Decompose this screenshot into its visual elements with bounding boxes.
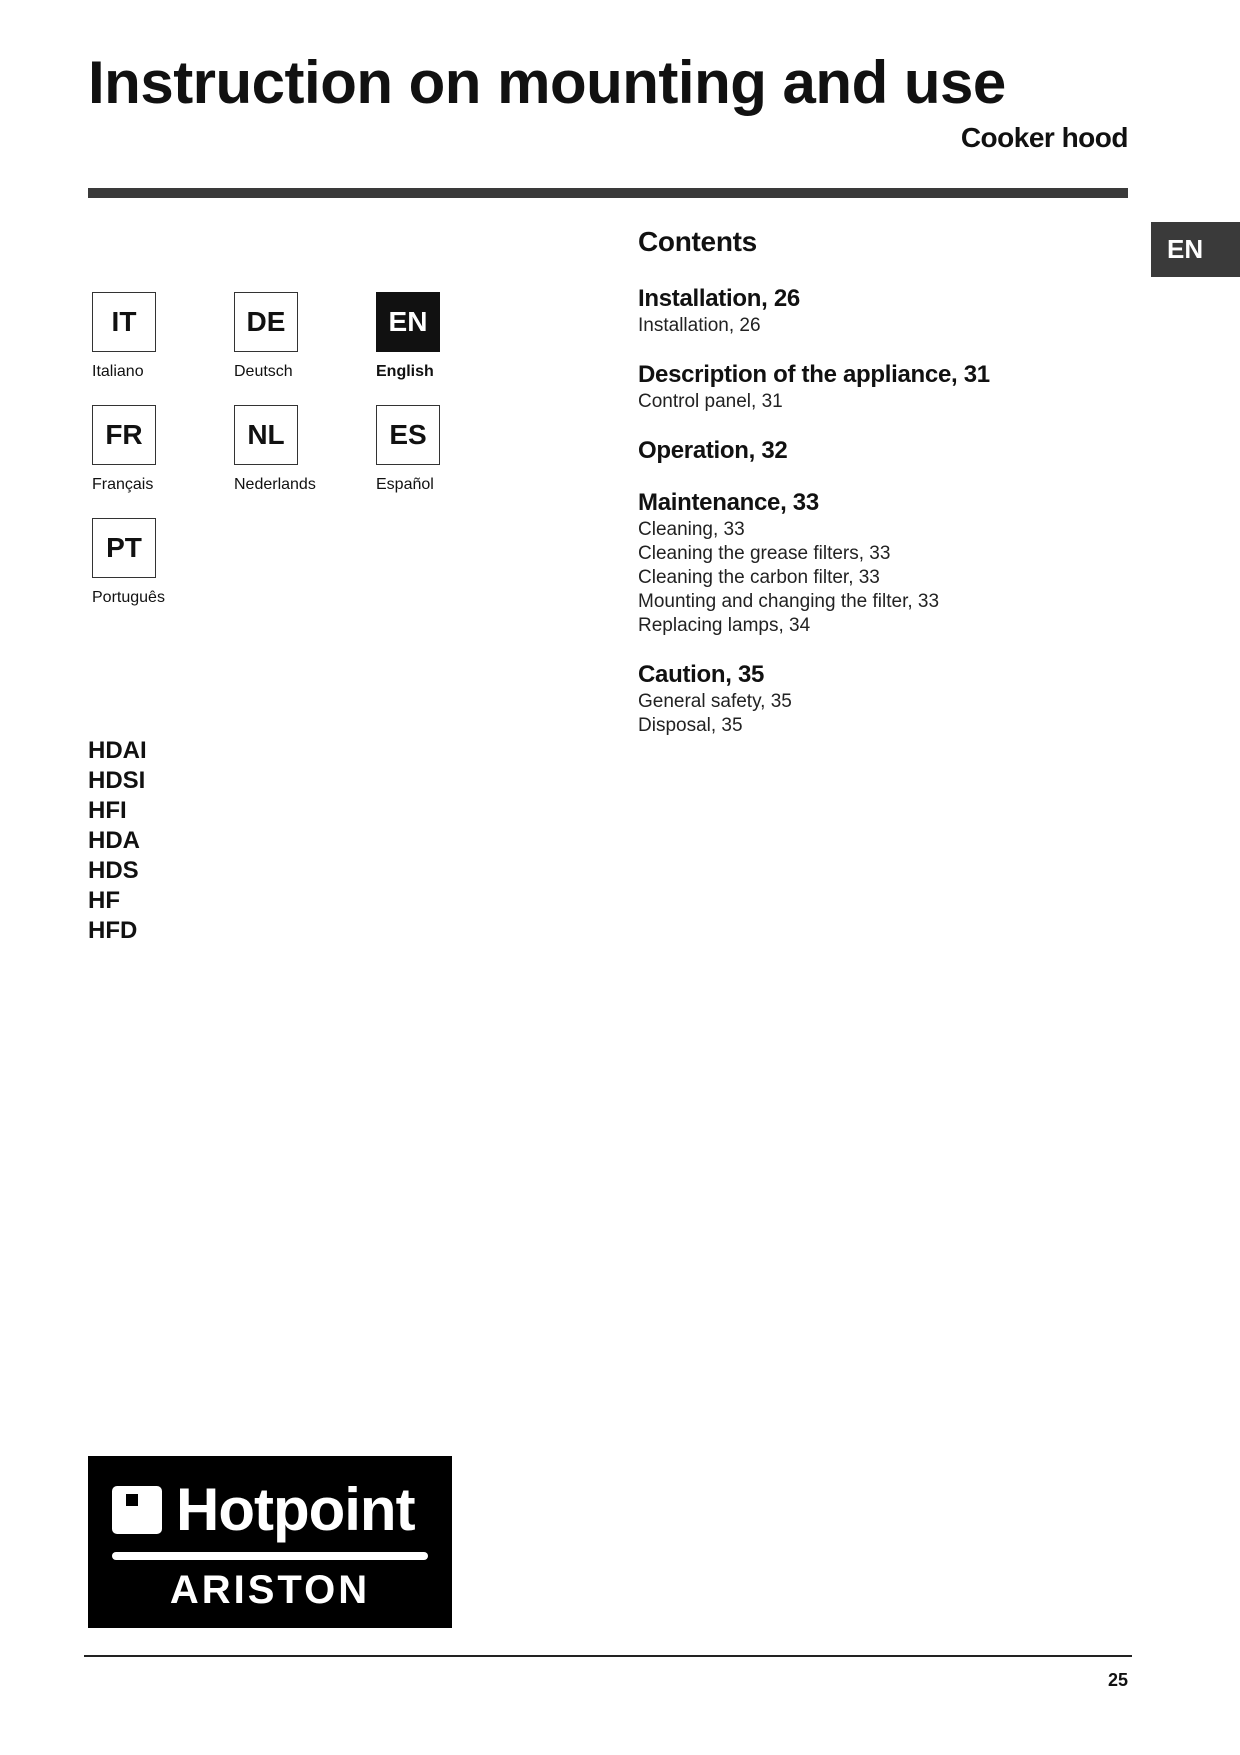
hotpoint-ariston-logo <box>88 1456 452 1628</box>
toc-section-title[interactable]: Maintenance, 33 <box>638 489 819 516</box>
language-label-active: English <box>376 363 434 380</box>
language-label: Italiano <box>92 363 144 380</box>
language-label: Português <box>92 589 165 606</box>
model-name: HDA <box>88 827 140 854</box>
language-item-pt[interactable] <box>92 518 232 607</box>
language-label: Español <box>376 476 434 493</box>
toc-entry[interactable]: General safety, 35 <box>638 691 792 712</box>
language-item-en[interactable] <box>376 292 516 381</box>
model-name: HFI <box>88 797 127 824</box>
language-item-es[interactable] <box>376 405 516 494</box>
toc-section-title[interactable]: Installation, 26 <box>638 285 800 312</box>
model-name: HFD <box>88 917 138 944</box>
contents-heading: Contents <box>638 226 757 257</box>
toc-entry[interactable]: Replacing lamps, 34 <box>638 615 811 636</box>
language-label: Deutsch <box>234 363 293 380</box>
page-title: Instruction on mounting and use <box>88 49 1006 116</box>
toc-section-installation <box>638 284 1118 338</box>
language-item-de[interactable] <box>234 292 374 381</box>
logo-brand-bottom: ARISTON <box>169 1568 371 1612</box>
language-item-fr[interactable] <box>92 405 232 494</box>
toc-entry[interactable]: Disposal, 35 <box>638 715 743 736</box>
toc-entry[interactable]: Cleaning, 33 <box>638 519 745 540</box>
model-name: HDS <box>88 857 139 884</box>
toc-entry[interactable]: Control panel, 31 <box>638 391 783 412</box>
logo-brand-top: Hotpoint <box>176 1476 415 1543</box>
language-code-box: FR <box>92 405 156 465</box>
language-code-box: ES <box>376 405 440 465</box>
toc-entry[interactable]: Mounting and changing the filter, 33 <box>638 591 940 612</box>
language-code-box: IT <box>92 292 156 352</box>
language-item-nl[interactable] <box>234 405 374 494</box>
model-name: HF <box>88 887 120 914</box>
language-item-it[interactable] <box>92 292 232 381</box>
logo-top-row <box>112 1476 415 1543</box>
toc-section-title[interactable]: Caution, 35 <box>638 661 765 688</box>
page-subtitle: Cooker hood <box>960 122 1128 153</box>
page-number: 25 <box>1107 1670 1128 1690</box>
language-code-box: PT <box>92 518 156 578</box>
language-tab: EN <box>1151 222 1240 277</box>
table-of-contents <box>638 226 1118 760</box>
bottom-divider <box>84 1655 1132 1657</box>
toc-entry[interactable]: Installation, 26 <box>638 315 761 336</box>
language-label: Nederlands <box>234 476 316 493</box>
toc-section-maintenance <box>638 488 1118 638</box>
language-code-box: NL <box>234 405 298 465</box>
toc-section-description <box>638 360 1118 414</box>
toc-entry[interactable]: Cleaning the carbon filter, 33 <box>638 567 880 588</box>
toc-section-caution <box>638 660 1118 738</box>
model-list <box>88 736 147 946</box>
language-code-box-active: EN <box>376 292 440 352</box>
logo-mark-icon <box>112 1486 162 1534</box>
model-name: HDSI <box>88 767 146 794</box>
toc-section-title[interactable]: Description of the appliance, 31 <box>638 361 990 388</box>
model-name: HDAI <box>88 737 147 764</box>
logo-divider <box>112 1552 428 1560</box>
language-code-box: DE <box>234 292 298 352</box>
toc-section-title[interactable]: Operation, 32 <box>638 437 788 464</box>
toc-entry[interactable]: Cleaning the grease filters, 33 <box>638 543 891 564</box>
language-label: Français <box>92 476 154 493</box>
top-divider <box>88 188 1128 198</box>
toc-section-operation <box>638 436 1118 466</box>
